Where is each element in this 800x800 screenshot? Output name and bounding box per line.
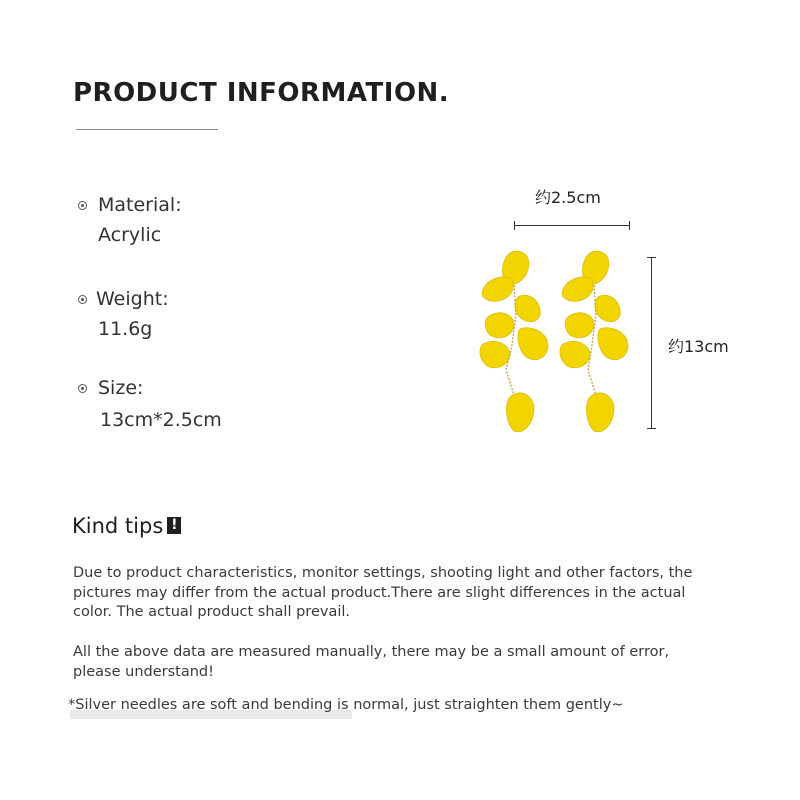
height-dimension-label: 约13cm <box>668 337 729 356</box>
spec-label: Weight: <box>96 288 169 310</box>
kind-tips-label: Kind tips <box>72 514 164 538</box>
exclamation-icon: ! <box>167 517 181 534</box>
spec-label: Size: <box>98 377 144 399</box>
tips-paragraph-color: Due to product characteristics, monitor settings, shooting light and other factors, the pictures may differ from the actual product.There are slight differences in the actual color. The actual product shall prevail. <box>73 565 693 620</box>
tips-paragraph-measurement: All the above data are measured manually, there may be a small amount of error, please understand! <box>73 644 670 680</box>
bullet-icon <box>78 201 87 210</box>
bullet-icon <box>78 384 87 393</box>
height-dimension-line <box>651 257 652 429</box>
right-earring <box>560 251 628 432</box>
page-title: PRODUCT INFORMATION. <box>73 78 450 108</box>
title-underline <box>76 129 218 130</box>
earrings-image <box>470 245 640 440</box>
spec-label: Material: <box>98 194 182 216</box>
spec-value: 13cm*2.5cm <box>100 409 222 431</box>
kind-tips-heading <box>72 514 181 538</box>
spec-value: Acrylic <box>98 224 162 246</box>
left-earring <box>480 251 548 432</box>
bullet-icon <box>78 295 87 304</box>
width-dimension-line <box>514 225 630 226</box>
width-dimension-label: 约2.5cm <box>535 188 601 207</box>
silver-needle-note: *Silver needles are soft and bending is normal, just straighten them gently~ <box>68 697 624 713</box>
spec-value: 11.6g <box>98 318 153 340</box>
